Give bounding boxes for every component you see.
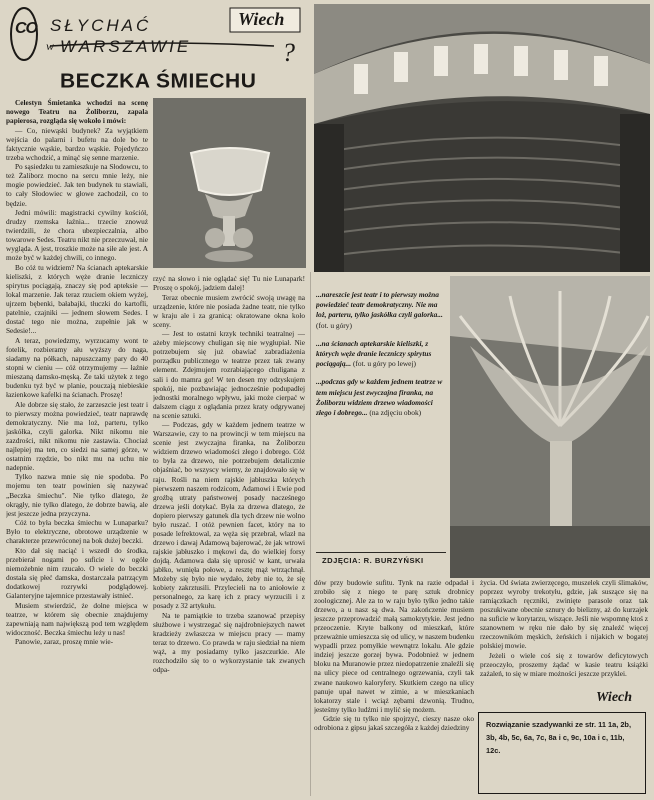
caption-tree-column: ...podczas gdy w każdem jednem teatrze w tem miejscu jest zwyczajna firanka, na Żoliborzu widziem drzewo wiadomości złego i dobrego... (na zdjęciu obok) xyxy=(316,377,443,418)
quiz-solution-box xyxy=(478,712,646,794)
tree-column-illustration xyxy=(450,276,650,578)
auditorium-illustration xyxy=(314,4,650,272)
paragraph: Musiem stwierdzić, że dolne miejsca w teatrze, w którem się obecnie znajdujemy zapewniają nam największą pod tem względem widoczność. Beczka śmiechu leży u nas! xyxy=(6,600,148,637)
paragraph: Na te pamiątkie to trzeba szanować przepisy służbowe i wystrzegać się najdrobniejszych nawet kradzieży zwłaszcza w miejscu pracy — mamy teraz to drzewo. Co prawda w raju siedział na niem wąż, a my posiadamy tylko jaszczurkie. Ale rozchodziło się to o wykorzystanie tak zwanych odpa- xyxy=(153,610,305,675)
masthead-w: w xyxy=(46,39,55,53)
caption-rule xyxy=(316,552,446,553)
author-signature: Wiech xyxy=(596,690,633,705)
paragraph: — Co, niewąski budynek? Za wyjątkiem wejścia do palarni i bufetu na dole bo te faktycznie wąskie, bardzo wąskie. Pojedyńczo trzeba wchodzić, a minąć się senne marzenie. xyxy=(6,125,148,162)
lead-paragraph: Celestyn Śmietanka wchodzi na scenę nowego Teatru na Żoliborzu, zapala papierosa, rozgląda się wokoło i mówi: xyxy=(6,98,148,126)
paragraph: Jedni mówili: magistracki cywilny kościół, drudzy rzemska łaźnia... trzecie znowuż twierdzili, że chora ubezpieczalnia, albo towarowe Sedes. Teatru nikt nie przeczuwał, nie wygląda. A jest, troszkie może na siłe ale jest. A może być w każdej chwili, co innego. xyxy=(6,208,148,263)
article-column-2 xyxy=(153,274,305,796)
photo-auditorium xyxy=(314,4,650,272)
masthead-warszawie: WARSZAWIE xyxy=(60,37,192,56)
paragraph: Bo cóż tu widziem? Na ścianach aptekarskie kieliszki, z których węże dranie leczniczy spirytus pociągają, znaczy się pod apteksie — lokal marzenie. Jak teraz rzuciem okiem wyżej, ujrzem bębenki, bałabajki, tłuczki do kartofli, patelnie, czajniki — jednem słowem Sedes. I dostać tego nie można, zupełnie jak w Sedesie!... xyxy=(6,262,148,336)
masthead-question-mark: ? xyxy=(282,38,295,67)
paragraph: życia. Od świata zwierzęcego, muszelek czyli ślimaków, poprzez wyroby trekotyłu, gdzie, jak suszące się na ramiączkach ręczniki, zwinięte parasole oraz tak poszukiwane obecnie sznury do bielizny, aż do kurzajek na suficie w korytarzu, wiszące. Jeśli nie wspomnę ktoś z szanownem w ręku nie dało by się znaleźć więcej rzeczownikóm męskich, żeńskich i nijakich w bogatej polskiej mowie. xyxy=(480,578,648,651)
paragraph: Tylko nazwa mnie się nie spodoba. Po mojemu ten teatr powinien się nazywać „Beczka śmiechu". Nie tylko dlatego, że okrągły, nie tylko dlatego, że dobrze bawią, ale jest jeszcze jedna przyczyna. xyxy=(6,472,148,518)
paragraph: rzyć na słowo i nie oglądać się! Tu nie Lunapark! Proszę o spokój, jadziem dalej! xyxy=(153,274,305,293)
photo-glass-relief xyxy=(153,98,306,268)
paragraph: — Podczas, gdy w każdem jednem teatrze w Warszawie, czy to na prowincji w tem miejscu na scenie jest zwyczajna firanka, na Żoliborzu widziem drzewo wiadomości złego i dobrego. Cóż to była za drzewo, nie potrzebujem detalicznie objaśniać, bo wszyscy wiemy, że znajdowało się w raju. Rośli na niem rajskie jabłuszka których pierwszem naszem rodzicom, Adamowi i Ewie pod groźbą utraty państwowej posady nacześnego drzewa jeśli dotykać. Była za drzewa dlatego, że dopiero pierwszy gatunek dla tych drzew nie wolno było ruszać. I otóż pewnien facet, który na to posade lefrektowal, za węża się przebrał, wlazł na drzewo i dawaj Adamową bajerować, że jak wtrowi rajskie jabłuszko i mękowi da, do wielkiej forsy dojdą. Adamowa dała się uprosić w kant, urwała jabłko, wunięła połowe, a resztę mąż wtrząchnął. Możeby się było nie wydało, żeby nie to, że się kobiety zakrztusili. Przylecieli na to aniołowie z personalnego, za karę ich z pracy wyrzucili i z posady z 32 artykułu. xyxy=(153,420,305,611)
paragraph: Gdzie się tu tylko nie spojrzyć, cieszy nasze oko odrobiona z gipsu jakaś szczegóła z każdej dziedziny xyxy=(314,714,474,733)
paragraph: A teraz, powiedzmy, wyrzucamy wont te fotelik, rozbieramy ału wyższy do naga, siadamy na półkach, napuszczamy pary do 40 stopni w cieniu — cóż otrzymujemy — łaźnie mieszaną damsko-męską. Że taki użytek z tego budenku tyż być w planie, pouczają niebieskie łazienkowe kafelki na ścianach. Proszę! xyxy=(6,335,148,399)
masthead-co: CO xyxy=(15,20,37,37)
article-column-4 xyxy=(480,578,648,686)
caption-glass-relief: ...na ścianach aptekarskie kieliszki, z których węże dranie leczniczy spirytus pociągają... (fot. u góry po lewej) xyxy=(316,338,432,369)
photo-captions xyxy=(316,290,446,560)
quiz-solution-text: Rozwiązanie szadywanki ze str. 11 1a, 2b, 3b, 4b, 5c, 6a, 7c, 8a i c, 9c, 10a i c, 11b, 12c. xyxy=(486,720,632,755)
paragraph: Kto dał się naciąć i wszedł do środka, przebierał nogami po suficie i w ogóle niemożebnie nim rzucało. O wiele do beczki dostała się płeć damska, dostarczała patrzącym dodatkowej rozrywki podglądowej. Galanteryjne tajemnice przestawały istnieć. xyxy=(6,545,148,601)
masthead xyxy=(6,4,306,68)
masthead-author: Wiech xyxy=(238,9,285,29)
photo-credit: ZDJĘCIA: R. BURZYŃSKI xyxy=(322,556,424,565)
paragraph: Cóż to była beczka śmiechu w Lunaparku? Było to elektryczne, obrotowe urządzenie w charakterze przewróconej na bok dużej beczki. xyxy=(6,518,148,546)
paragraph: Teraz obecnie musiem zwrócić swoją uwagę na urządzenie, które nie posiada żadne teatr, nie tylko w kraju ale i za granicą: okratowane okna koło sceny. xyxy=(153,292,305,329)
photo-tree-column xyxy=(450,276,650,578)
glass-relief-illustration xyxy=(153,98,306,268)
column-divider xyxy=(310,272,311,796)
paragraph: — Jest to ostatni krzyk techniki teatralnej — ażeby miejscowy chuligan się nie wygłupiał. Nie potrzebujem się już obawiać zabradiażenia porządku publicznego w teatrze przez tak zwany element. Zdejmujem rozrabiającego chuligana z sali i do mamra go! W ten desen my odzyskujem spokój, nie pozbawiając jednocześnie podupadłej jednostki moralnego wpływu, jaki może cierpać w dalszem ciągu z oglądania przez kraty odgrywanej na scenie sztuki. xyxy=(153,329,305,420)
article-column-1 xyxy=(6,98,148,796)
paragraph: Jeżeli o wiele coś się z towarów deficytowych przeoczyło, proszemy żądać w kasie teatru książki zażaleń, to się w miare możności jeszcze przyklei. xyxy=(480,650,648,678)
paragraph: Panowie, zaraz, proszę mnie wie- xyxy=(15,637,114,647)
paragraph: Ale dobrze się stało, że zarzeszcie jest teatr i to pierwszy można powiedzieć, teatr naprawdę demokratyczny. Nie ma loż, parteru, tylko jaskółka, czyli galorka. Nikt nikomu nie zazdrości, nikt nikomu nie zastawia. Chociaż najlepiej ma ten, co siedzi na samej górze, w ostatnim rzędzie, bo nikt mu na uchu nie nadepnie. xyxy=(6,399,148,472)
headline: BECZKA ŚMIECHU xyxy=(60,70,257,93)
paragraph: dów przy budowie sufitu. Tynk na razie odpadał i zrobiło się z niego te parę sztuk drobnicy zoologicznej. Ale za to w raju było tylko jedno takie drzewo, a u nasz są dwa. Na zakończenie musiem jeszcze przeprowadzić małą samokrytykie. Jest jedno przeoczenie. Kryte balkony od mieszkań, które przeważnie umieszcza się od ulicy, w naszem budenku wypadli przez pomyłkie wewnątrz lokalu. Ale gdzie indziej jeszcze gorzej bywa. Podobnież w jednem bloku na Muranowie przez niedopatrzenie znaleźli się na ulicy piece od centralnego ogrzewania, czyli tak zwane naukowo kaloryfery. Skutkiem czego na ulicy panuje upał nawet w zimie, a w mieszkaniach lokatorzy stale i wciąż zębami dzwonią. Trudno, jesteśmy tylko ludźmi i mylić się możem. xyxy=(314,578,474,714)
caption-auditorium: ...nareszcie jest teatr i to pierwszy można powiedzieć teatr demokratyczny. Nie ma loż, parteru, tylko jaskółka czyli galorka... (fot. u góry) xyxy=(316,290,443,330)
masthead-slychac: SŁYCHAĆ xyxy=(50,16,152,35)
article-column-3 xyxy=(314,578,474,796)
paragraph: Po sąsiedzku tu zamieszkuje na Słodowcu, to też Żaliborz mocno na sercu mnie leży, nie mogie powiedzieć. Jak ten budynek tu stawiali, to cały Słodowiec w głowe zachodził, co to będzie. xyxy=(6,162,148,208)
